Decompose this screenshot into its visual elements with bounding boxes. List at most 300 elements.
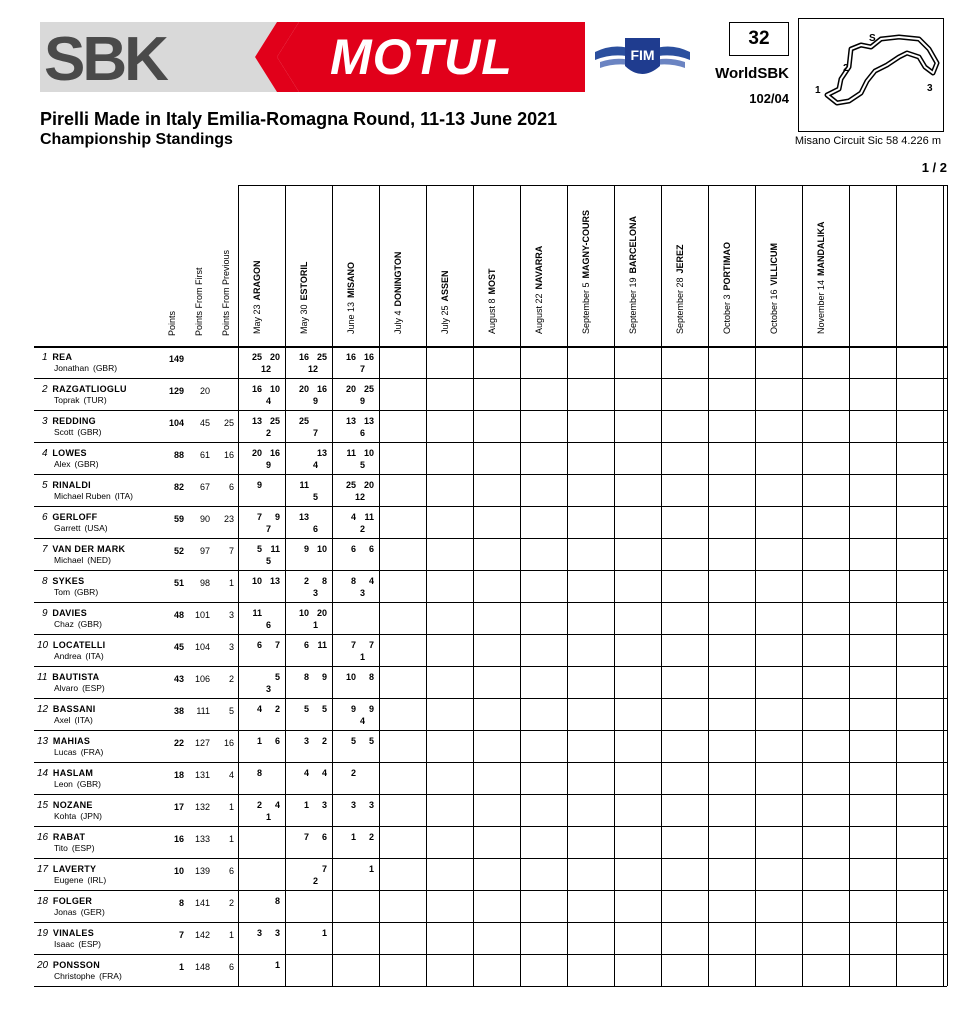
round-column-line (661, 185, 662, 986)
race-result: 25 (251, 352, 262, 362)
rider-first-name: Lucas (54, 747, 77, 757)
race-result: 11 (252, 608, 262, 618)
race-result: 1 (321, 928, 327, 938)
rider-surname: SYKES (49, 576, 85, 586)
row-divider (34, 538, 947, 539)
rider-first-name: Jonathan (54, 363, 89, 373)
rider-cell (42, 544, 126, 565)
race-result: 6 (274, 736, 280, 746)
rider-surname: FOLGER (50, 896, 93, 906)
event-code: 102/04 (749, 91, 789, 106)
race-result: 3 (265, 684, 271, 694)
rider-surname: LOCATELLI (50, 640, 106, 650)
race-result: 9 (303, 544, 309, 554)
round-column-line (238, 185, 239, 986)
race-result: 25 (345, 480, 356, 490)
race-result: 6 (256, 640, 262, 650)
rider-firstname (54, 683, 105, 693)
round-header-villicum (769, 243, 779, 334)
header-bottom-line (34, 346, 947, 348)
rider-points: 51 (173, 578, 184, 588)
rider-gap-previous: 6 (228, 962, 234, 972)
rider-surname: RAZGATLIOGLU (49, 384, 127, 394)
round-name: BARCELONA (628, 215, 638, 274)
round-date: May 30 (299, 304, 309, 334)
rider-gap-previous: 3 (228, 642, 234, 652)
rider-gap-first: 106 (194, 674, 210, 684)
row-divider (34, 378, 947, 379)
round-name: DONINGTON (393, 251, 403, 307)
race-result: 25 (298, 416, 309, 426)
rider-gap-previous: 3 (228, 610, 234, 620)
round-date: May 23 (252, 304, 262, 334)
race-result: 20 (316, 608, 327, 618)
rider-gap-first: 90 (199, 514, 210, 524)
race-result: 7 (368, 640, 374, 650)
race-result: 7 (256, 512, 262, 522)
race-result: 2 (350, 768, 356, 778)
race-result: 1 (256, 736, 262, 746)
rider-firstname (54, 907, 105, 917)
rider-gap-previous: 23 (223, 514, 234, 524)
rider-firstname (54, 555, 111, 565)
race-result: 20 (298, 384, 309, 394)
race-result: 3 (274, 928, 280, 938)
race-result: 2 (359, 524, 365, 534)
round-header-misano (346, 262, 356, 334)
rider-points: 149 (168, 354, 184, 364)
rider-position: 9 (42, 608, 48, 619)
rider-position: 7 (42, 544, 48, 555)
track-label-sector-2: 2 (843, 63, 849, 74)
round-column-line (379, 185, 380, 986)
round-date: July 4 (393, 310, 403, 334)
round-column-line (708, 185, 709, 986)
rider-cell (37, 672, 105, 693)
row-divider (34, 698, 947, 699)
race-result: 5 (350, 736, 356, 746)
rider-surname: DAVIES (49, 608, 88, 618)
track-map (798, 18, 944, 132)
race-result: 8 (256, 768, 262, 778)
fim-logo-text: FIM (630, 47, 655, 63)
row-divider (34, 954, 947, 955)
race-result: 2 (256, 800, 262, 810)
race-result: 11 (317, 640, 327, 650)
rider-points: 43 (173, 674, 184, 684)
race-result: 20 (345, 384, 356, 394)
rider-position: 8 (42, 576, 48, 587)
rider-first-name: Tito (54, 843, 68, 853)
rider-cell (42, 384, 127, 405)
round-date: September 28 (675, 277, 685, 334)
rider-gap-previous: 1 (228, 930, 234, 940)
rider-firstname (54, 491, 133, 501)
race-result: 9 (256, 480, 262, 490)
rider-nationality: (GBR) (74, 459, 99, 469)
round-name: ARAGON (252, 260, 262, 301)
race-result: 5 (303, 704, 309, 714)
rider-position: 5 (42, 480, 48, 491)
race-result: 11 (299, 480, 309, 490)
race-result: 4 (274, 800, 280, 810)
race-result: 10 (316, 544, 327, 554)
round-column-line (520, 185, 521, 986)
race-result: 1 (274, 960, 280, 970)
table-right-edge (947, 185, 948, 986)
rider-gap-first: 20 (199, 386, 210, 396)
rider-cell (37, 832, 95, 853)
race-result: 8 (368, 672, 374, 682)
rider-surname: LAVERTY (50, 864, 97, 874)
round-header-donington (393, 252, 403, 334)
rider-position: 15 (37, 800, 49, 811)
round-column-line (614, 185, 615, 986)
row-divider (34, 826, 947, 827)
rider-points: 52 (173, 546, 184, 556)
rider-gap-previous: 7 (228, 546, 234, 556)
rider-nationality: (GER) (80, 907, 105, 917)
rider-gap-first: 98 (199, 578, 210, 588)
rider-firstname (54, 779, 101, 789)
rider-gap-previous: 16 (223, 450, 234, 460)
race-result: 2 (303, 576, 309, 586)
round-column-line (802, 185, 803, 986)
row-divider (34, 634, 947, 635)
rider-points: 88 (173, 450, 184, 460)
race-result: 12 (260, 364, 271, 374)
rider-points: 18 (173, 770, 184, 780)
rider-gap-previous: 2 (228, 898, 234, 908)
row-divider (34, 506, 947, 507)
rider-firstname (54, 715, 93, 725)
rider-position: 20 (37, 960, 49, 971)
race-result: 1 (359, 652, 365, 662)
race-result: 16 (345, 352, 356, 362)
round-header-navarra (534, 246, 544, 334)
race-result: 7 (321, 864, 327, 874)
rider-surname: LOWES (49, 448, 87, 458)
rider-position: 4 (42, 448, 48, 459)
motul-logo-text: MOTUL (330, 29, 513, 85)
rider-position: 6 (42, 512, 48, 523)
race-result: 13 (269, 576, 280, 586)
rider-nationality: (GBR) (77, 427, 102, 437)
race-result: 9 (274, 512, 280, 522)
race-result: 20 (251, 448, 262, 458)
rider-gap-first: 132 (194, 802, 210, 812)
rider-surname: PONSSON (50, 960, 101, 970)
sbk-motul-banner (40, 22, 705, 92)
rider-position: 1 (42, 352, 48, 363)
rider-position: 14 (37, 768, 49, 779)
round-name: MAGNY-COURS (581, 209, 591, 279)
race-result: 4 (321, 768, 327, 778)
rider-surname: GERLOFF (49, 512, 98, 522)
round-column-line (755, 185, 756, 986)
rider-position: 11 (37, 672, 48, 683)
rider-gap-first: 104 (194, 642, 210, 652)
race-result: 3 (256, 928, 262, 938)
race-result: 2 (368, 832, 374, 842)
rider-gap-previous: 1 (228, 834, 234, 844)
row-divider (34, 762, 947, 763)
rider-firstname (54, 747, 103, 757)
rider-gap-first: 67 (199, 482, 210, 492)
row-divider (34, 794, 947, 795)
round-name: VILLICUM (769, 242, 779, 286)
race-result: 5 (359, 460, 365, 470)
rider-first-name: Toprak (54, 395, 80, 405)
row-divider (34, 730, 947, 731)
race-result: 8 (274, 896, 280, 906)
round-header-barcelona (628, 216, 638, 334)
race-result: 6 (265, 620, 271, 630)
sbk-logo (40, 22, 255, 92)
stat-column-header: Points From Previous (221, 249, 231, 336)
rider-surname: RABAT (50, 832, 86, 842)
rider-cell (37, 768, 102, 789)
page-title: Pirelli Made in Italy Emilia-Romagna Round, 11-13 June 2021 (40, 109, 558, 129)
rider-points: 7 (178, 930, 184, 940)
rider-surname: REA (49, 352, 73, 362)
rider-gap-first: 142 (194, 930, 210, 940)
race-result: 4 (265, 396, 271, 406)
rider-cell (37, 896, 105, 917)
rider-first-name: Michael (54, 555, 84, 565)
rider-surname: NOZANE (50, 800, 93, 810)
rider-gap-first: 45 (199, 418, 210, 428)
round-date: August 8 (487, 298, 497, 334)
rider-cell (37, 736, 104, 757)
track-label-start: S (869, 33, 876, 44)
rider-firstname (54, 843, 95, 853)
rider-gap-previous: 6 (228, 866, 234, 876)
race-result: 13 (316, 448, 327, 458)
rider-gap-previous: 25 (223, 418, 234, 428)
rider-points: 10 (173, 866, 184, 876)
race-result: 7 (312, 428, 318, 438)
row-divider (34, 858, 947, 859)
rider-firstname (54, 971, 122, 981)
race-result: 1 (368, 864, 374, 874)
rider-nationality: (TUR) (83, 395, 107, 405)
track-label-sector-1: 1 (815, 85, 821, 96)
race-result: 16 (251, 384, 262, 394)
rider-gap-previous: 6 (228, 482, 234, 492)
rider-first-name: Andrea (54, 651, 82, 661)
page-subtitle: Championship Standings (40, 131, 233, 148)
round-header-portimao (722, 242, 732, 334)
rider-gap-first: 131 (194, 770, 210, 780)
race-result: 2 (274, 704, 280, 714)
rider-gap-first: 139 (194, 866, 210, 876)
rider-gap-previous: 1 (228, 802, 234, 812)
rider-points: 1 (178, 962, 184, 972)
rider-first-name: Tom (54, 587, 71, 597)
track-label-sector-3: 3 (927, 83, 933, 94)
race-result: 13 (298, 512, 309, 522)
rider-points: 8 (178, 898, 184, 908)
round-header-magny-cours (581, 210, 591, 334)
rider-points: 129 (168, 386, 184, 396)
round-name: JEREZ (675, 244, 685, 274)
race-result: 10 (251, 576, 262, 586)
race-result: 3 (368, 800, 374, 810)
rider-nationality: (GBR) (92, 363, 118, 373)
rider-first-name: Alex (54, 459, 71, 469)
rider-gap-first: 111 (196, 706, 210, 716)
race-result: 25 (363, 384, 374, 394)
round-date: June 13 (346, 301, 356, 334)
rider-nationality: (ITA) (74, 715, 93, 725)
motul-logo (300, 22, 585, 92)
race-result: 5 (312, 492, 318, 502)
rider-points: 16 (173, 834, 184, 844)
rider-firstname (54, 523, 108, 533)
header-top-line (238, 185, 947, 186)
round-name: ASSEN (440, 270, 450, 302)
row-divider (34, 666, 947, 667)
race-result: 16 (269, 448, 280, 458)
rider-firstname (54, 875, 106, 885)
round-header-assen (440, 270, 450, 334)
race-result: 7 (274, 640, 280, 650)
rider-surname: VAN DER MARK (49, 544, 126, 554)
race-result: 3 (312, 588, 318, 598)
race-result: 4 (303, 768, 309, 778)
rider-nationality: (FRA) (80, 747, 104, 757)
round-header-most (487, 268, 497, 334)
row-divider (34, 410, 947, 411)
rider-surname: REDDING (49, 416, 96, 426)
race-result: 16 (298, 352, 309, 362)
rider-first-name: Jonas (54, 907, 77, 917)
rider-position: 17 (37, 864, 49, 875)
round-name: NAVARRA (534, 245, 544, 290)
round-name: ESTORIL (299, 261, 309, 301)
rider-surname: BAUTISTA (49, 672, 100, 682)
rider-points: 45 (173, 642, 184, 652)
rider-nationality: (NED) (87, 555, 111, 565)
rider-first-name: Isaac (54, 939, 75, 949)
rider-first-name: Leon (54, 779, 73, 789)
row-divider (34, 442, 947, 443)
rider-cell (37, 640, 106, 661)
race-result: 7 (265, 524, 271, 534)
race-result: 9 (321, 672, 327, 682)
rider-firstname (54, 395, 107, 405)
race-result: 6 (368, 544, 374, 554)
rider-nationality: (USA) (84, 523, 108, 533)
rider-firstname (54, 619, 102, 629)
round-date: October 16 (769, 289, 779, 334)
rider-first-name: Garrett (54, 523, 81, 533)
round-name: MANDALIKA (816, 221, 826, 276)
round-date: October 3 (722, 294, 732, 334)
race-result: 2 (312, 876, 318, 886)
race-result: 9 (368, 704, 374, 714)
round-header-estoril (299, 262, 309, 334)
race-result: 7 (350, 640, 356, 650)
race-result: 8 (321, 576, 327, 586)
row-divider (34, 922, 947, 923)
rider-nationality: (GBR) (76, 779, 102, 789)
race-result: 5 (321, 704, 327, 714)
race-result: 6 (312, 524, 318, 534)
rider-gap-first: 61 (199, 450, 210, 460)
race-result: 25 (316, 352, 327, 362)
rider-gap-first: 141 (194, 898, 210, 908)
row-divider (34, 986, 947, 987)
race-result: 9 (359, 396, 365, 406)
rider-points: 82 (173, 482, 184, 492)
round-date: September 5 (581, 282, 591, 334)
rider-firstname (54, 427, 101, 437)
race-result: 7 (303, 832, 309, 842)
rider-gap-first: 133 (194, 834, 210, 844)
race-result: 7 (359, 364, 365, 374)
round-column-line (943, 185, 944, 986)
race-result: 11 (270, 544, 280, 554)
race-result: 9 (350, 704, 356, 714)
race-result: 16 (363, 352, 374, 362)
rider-position: 2 (42, 384, 48, 395)
race-result: 8 (350, 576, 356, 586)
race-result: 1 (303, 800, 309, 810)
round-column-line (473, 185, 474, 986)
race-result: 3 (321, 800, 327, 810)
rider-surname: MAHIAS (50, 736, 91, 746)
race-result: 10 (363, 448, 374, 458)
rider-surname: VINALES (50, 928, 95, 938)
row-divider (34, 602, 947, 603)
race-result: 16 (316, 384, 327, 394)
race-result: 9 (265, 460, 271, 470)
rider-cell (42, 608, 102, 629)
rider-firstname (54, 459, 99, 469)
round-header-mandalika (816, 221, 826, 334)
race-result: 10 (298, 608, 309, 618)
round-header-aragon (252, 260, 262, 334)
race-result: 13 (251, 416, 262, 426)
rider-first-name: Axel (54, 715, 71, 725)
rider-first-name: Scott (54, 427, 74, 437)
rider-surname: RINALDI (49, 480, 91, 490)
rider-nationality: (ESP) (78, 939, 101, 949)
rider-first-name: Michael Ruben (54, 491, 111, 501)
race-result: 1 (312, 620, 318, 630)
race-result: 13 (363, 416, 374, 426)
rider-nationality: (GBR) (77, 619, 102, 629)
circuit-info: Misano Circuit Sic 58 4.226 m (794, 135, 941, 147)
rider-position: 13 (37, 736, 49, 747)
rider-nationality: (ITA) (85, 651, 104, 661)
race-result: 13 (345, 416, 356, 426)
rider-cell (42, 480, 133, 501)
rider-firstname (54, 811, 102, 821)
rider-nationality: (ESP) (71, 843, 95, 853)
rider-points: 48 (173, 610, 184, 620)
race-result: 11 (364, 512, 374, 522)
rider-points: 104 (168, 418, 184, 428)
rider-firstname (54, 363, 117, 373)
race-result: 1 (265, 812, 271, 822)
rider-position: 3 (42, 416, 48, 427)
round-name: MISANO (346, 261, 356, 298)
race-result: 20 (269, 352, 280, 362)
round-number-box: 32 (729, 22, 789, 56)
